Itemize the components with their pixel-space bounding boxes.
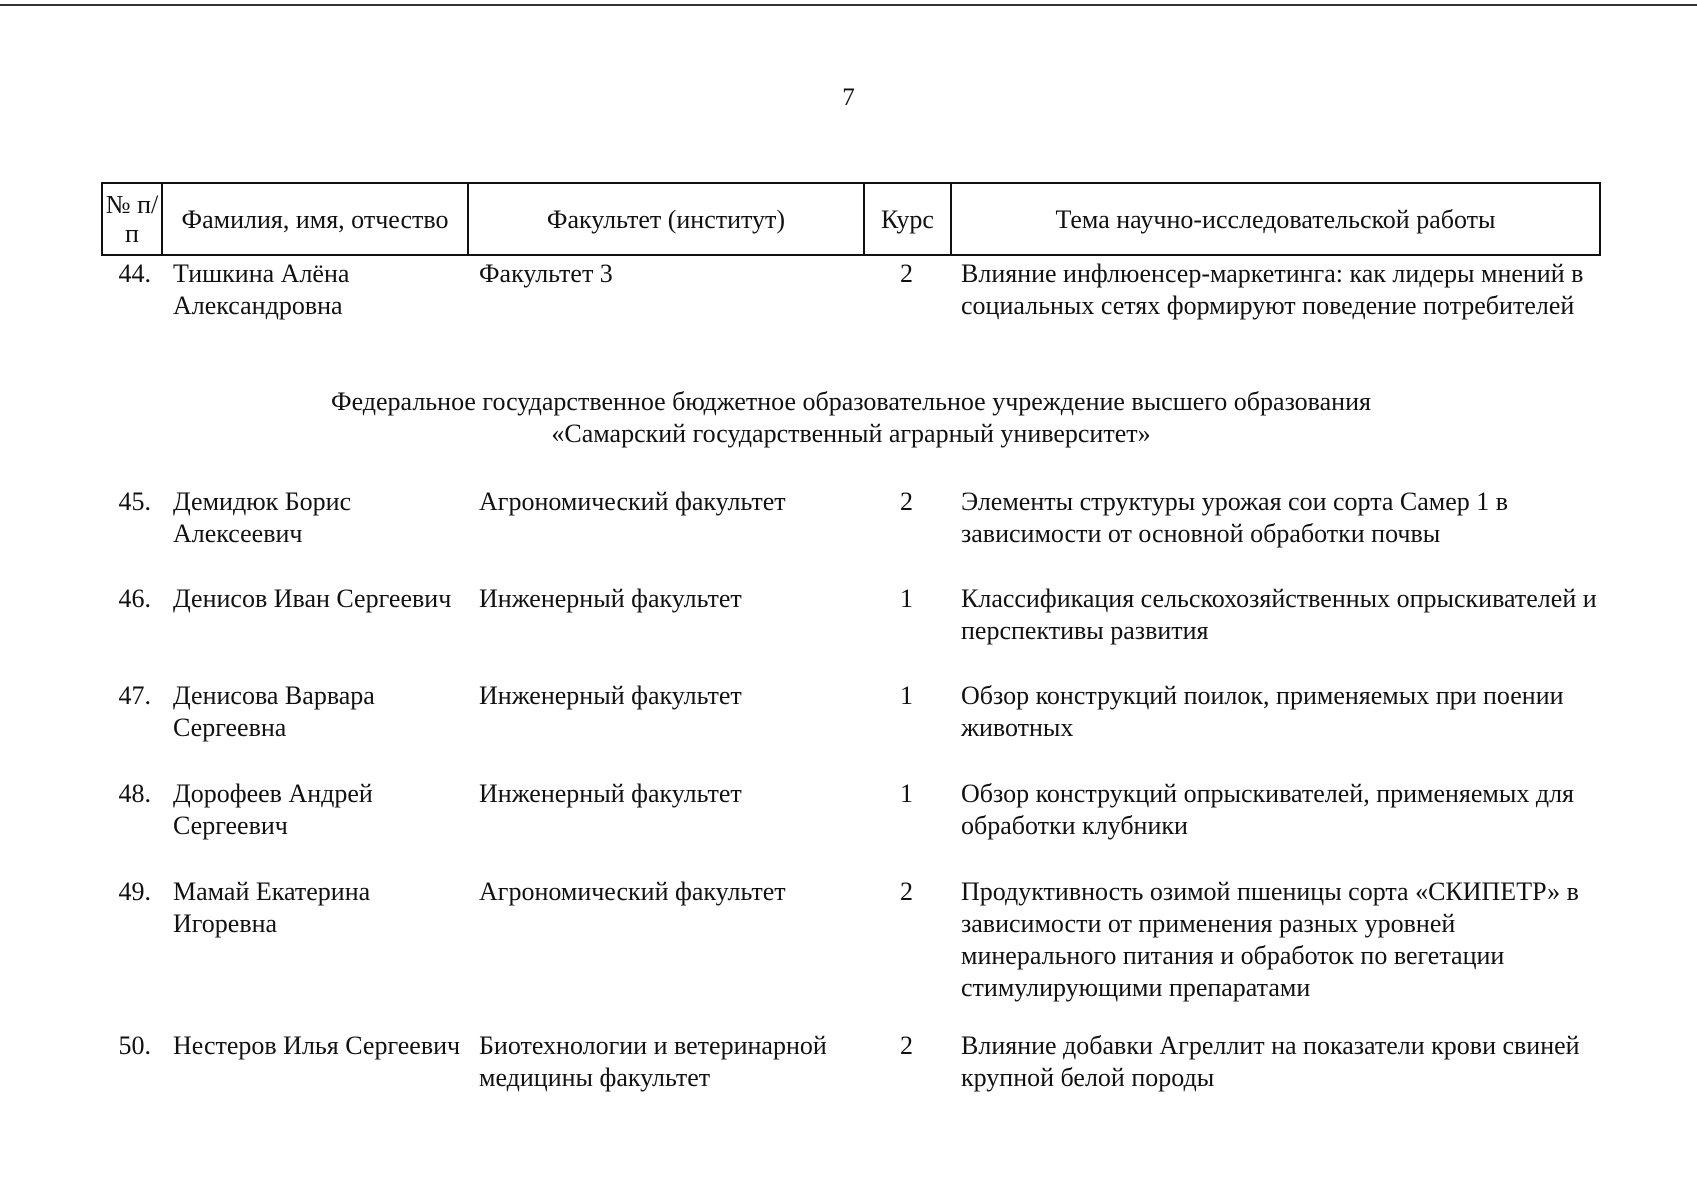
student-name: Нестеров Илья Сергеевич <box>173 1031 461 1060</box>
header-faculty: Факультет (институт) <box>469 184 865 254</box>
top-rule <box>0 4 1697 6</box>
organization-line-1: Федеральное государственное бюджетное образовательное учреждение высшего образования <box>331 387 1371 416</box>
student-name: Денисова Варвара Сергеевна <box>173 681 375 742</box>
row-number: 46. <box>118 584 151 613</box>
research-topic: Влияние инфлюенсер-маркетинга: как лидеры мнений в социальных сетях формируют поведение потребителей <box>961 259 1584 320</box>
row-number: 47. <box>118 681 151 710</box>
header-name: Фамилия, имя, отчество <box>163 184 469 254</box>
student-name: Дорофеев Андрей Сергеевич <box>173 779 373 840</box>
student-faculty: Биотехнологии и ветеринарной медицины факультет <box>479 1031 827 1092</box>
row-number: 50. <box>118 1031 151 1060</box>
student-name: Денисов Иван Сергеевич <box>173 584 452 613</box>
student-faculty: Агрономический факультет <box>479 877 786 906</box>
header-course: Курс <box>865 184 952 254</box>
student-course: 2 <box>900 487 913 516</box>
student-course: 2 <box>900 877 913 906</box>
student-faculty: Инженерный факультет <box>479 681 742 710</box>
research-topic: Классификация сельскохозяйственных опрыскивателей и перспективы развития <box>961 584 1597 645</box>
student-course: 2 <box>900 1031 913 1060</box>
page-number: 7 <box>842 84 855 111</box>
student-course: 1 <box>900 681 913 710</box>
organization-line-2: «Самарский государственный аграрный университет» <box>551 419 1151 448</box>
student-name: Мамай Екатерина Игоревна <box>173 877 371 938</box>
research-topic: Элементы структуры урожая сои сорта Самер 1 в зависимости от основной обработки почвы <box>961 487 1509 548</box>
research-topic: Обзор конструкций поилок, применяемых при поении животных <box>961 681 1564 742</box>
student-faculty: Агрономический факультет <box>479 487 786 516</box>
organization-heading <box>101 386 1601 450</box>
student-faculty: Инженерный факультет <box>479 584 742 613</box>
row-number: 45. <box>118 487 151 516</box>
row-number: 49. <box>118 877 151 906</box>
row-number: 44. <box>118 259 151 288</box>
row-number: 48. <box>118 779 151 808</box>
header-topic: Тема научно-исследовательской работы <box>1055 204 1496 234</box>
student-faculty: Инженерный факультет <box>479 779 742 808</box>
header-num: № п/п <box>103 184 163 254</box>
student-course: 1 <box>900 779 913 808</box>
student-course: 1 <box>900 584 913 613</box>
student-faculty: Факультет 3 <box>479 259 613 288</box>
research-topic: Влияние добавки Агреллит на показатели крови свиней крупной белой породы <box>961 1031 1580 1092</box>
student-name: Демидюк Борис Алексеевич <box>173 487 352 548</box>
table-header <box>101 182 1601 256</box>
research-topic: Обзор конструкций опрыскивателей, применяемых для обработки клубники <box>961 779 1575 840</box>
research-topic: Продуктивность озимой пшеницы сорта «СКИПЕТР» в зависимости от применения разных уровней минерального питания и обработок по вегетации стимулирующими препаратами <box>961 877 1579 1002</box>
student-course: 2 <box>900 259 913 288</box>
student-name: Тишкина Алёна Александровна <box>173 259 350 320</box>
